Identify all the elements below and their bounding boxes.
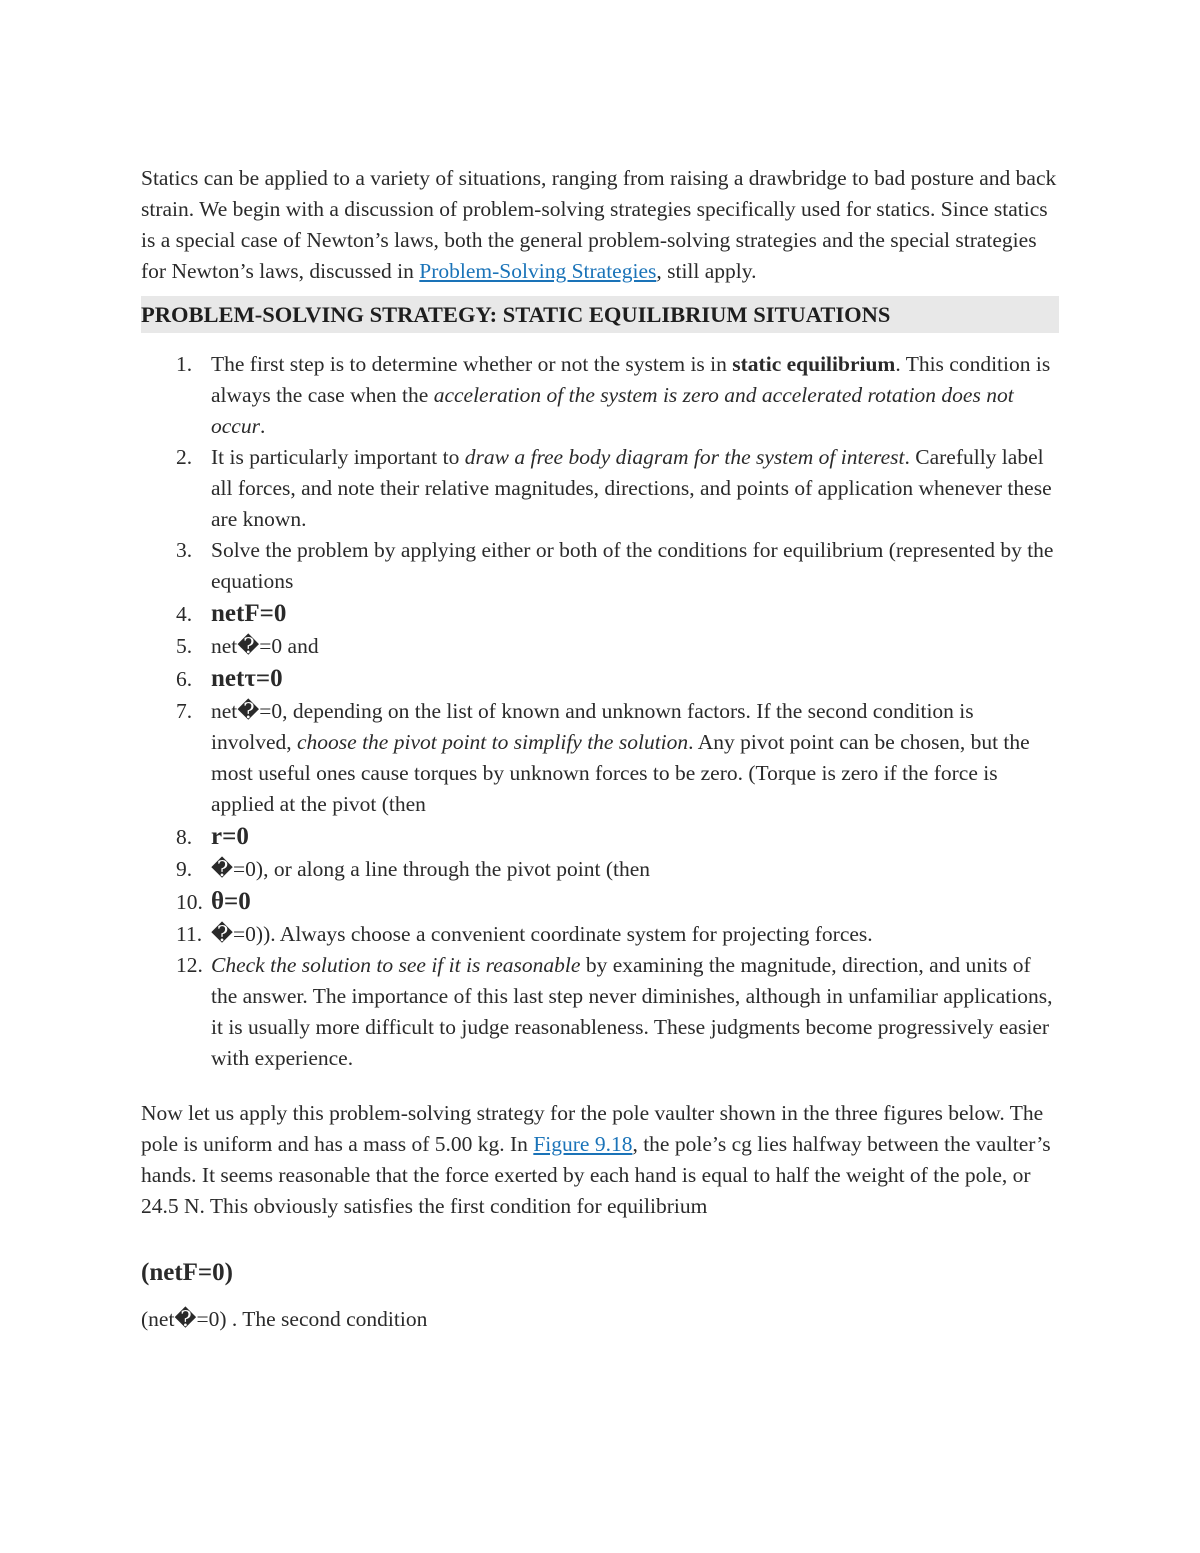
list-item-equation: θ=0 bbox=[211, 888, 251, 915]
problem-solving-strategies-link[interactable]: Problem-Solving Strategies bbox=[419, 259, 657, 283]
equation-net-force: (netF=0) bbox=[141, 1259, 233, 1286]
equation-second-condition: (net�=0) . The second condition bbox=[141, 1307, 428, 1331]
outro-paragraph bbox=[141, 1098, 1059, 1222]
list-item-equation: r=0 bbox=[211, 823, 249, 850]
figure-9-18-link[interactable]: Figure 9.18 bbox=[533, 1132, 633, 1156]
static-equilibrium-term: static equilibrium bbox=[732, 352, 896, 376]
list-item: net�=0, depending on the list of known and unknown factors. If the second condition is involved, choose the pivot point to simplify the solution. Any pivot point can be chosen, but the most useful ones cause torques by unknown forces to be zero. (Torque is zero if the force is applied at the pivot (then bbox=[211, 699, 1030, 816]
list-item: Check the solution to see if it is reasonable by examining the magnitude, direction, and units of the answer. The importance of this last step never diminishes, although in unfamiliar applications, it is usually more difficult to judge reasonableness. These judgments become progressively easier with experience. bbox=[211, 953, 1053, 1070]
list-item: Solve the problem by applying either or both of the conditions for equilibrium (represented by the equations bbox=[211, 538, 1054, 593]
strategy-heading: PROBLEM-SOLVING STRATEGY: STATIC EQUILIBRIUM SITUATIONS bbox=[141, 296, 1059, 333]
list-item-equation: netF=0 bbox=[211, 600, 287, 627]
list-item-equation: netτ=0 bbox=[211, 665, 283, 692]
intro-text-end: , still apply. bbox=[656, 259, 757, 283]
outro-text-end: , the pole’s cg lies halfway between the vaulter’s hands. It seems reasonable that the force exerted by each hand is equal to half the weight of the pole, or 24.5 N. This obviously satisfies the first condition for equilibrium bbox=[141, 1132, 1051, 1218]
list-item: �=0), or along a line through the pivot point (then bbox=[211, 857, 651, 881]
document-page bbox=[141, 163, 1059, 1335]
spacer bbox=[141, 1074, 1059, 1098]
list-item: It is particularly important to draw a free body diagram for the system of interest. Carefully label all forces, and note their relative magnitudes, directions, and points of application whenever these are known. bbox=[211, 445, 1052, 531]
intro-text: Statics can be applied to a variety of situations, ranging from raising a drawbridge to bad posture and back strain. We begin with a discussion of problem-solving strategies specifically used for statics. Since statics is a special case of Newton’s laws, both the general problem-solving strategies and the special strategies for Newton’s laws, discussed in bbox=[141, 166, 1057, 283]
list-item: �=0)). Always choose a convenient coordinate system for projecting forces. bbox=[211, 922, 873, 946]
strategy-steps-list bbox=[141, 349, 1059, 1074]
list-item: net�=0 and bbox=[211, 634, 319, 658]
intro-paragraph bbox=[141, 163, 1059, 287]
list-item: The first step is to determine whether or not the system is in static equilibrium. This condition is always the case when the acceleration of the system is zero and accelerated rotation does not occur. bbox=[211, 352, 1051, 438]
outro-text: Now let us apply this problem-solving strategy for the pole vaulter shown in the three figures below. The pole is uniform and has a mass of 5.00 kg. In bbox=[141, 1101, 1044, 1156]
